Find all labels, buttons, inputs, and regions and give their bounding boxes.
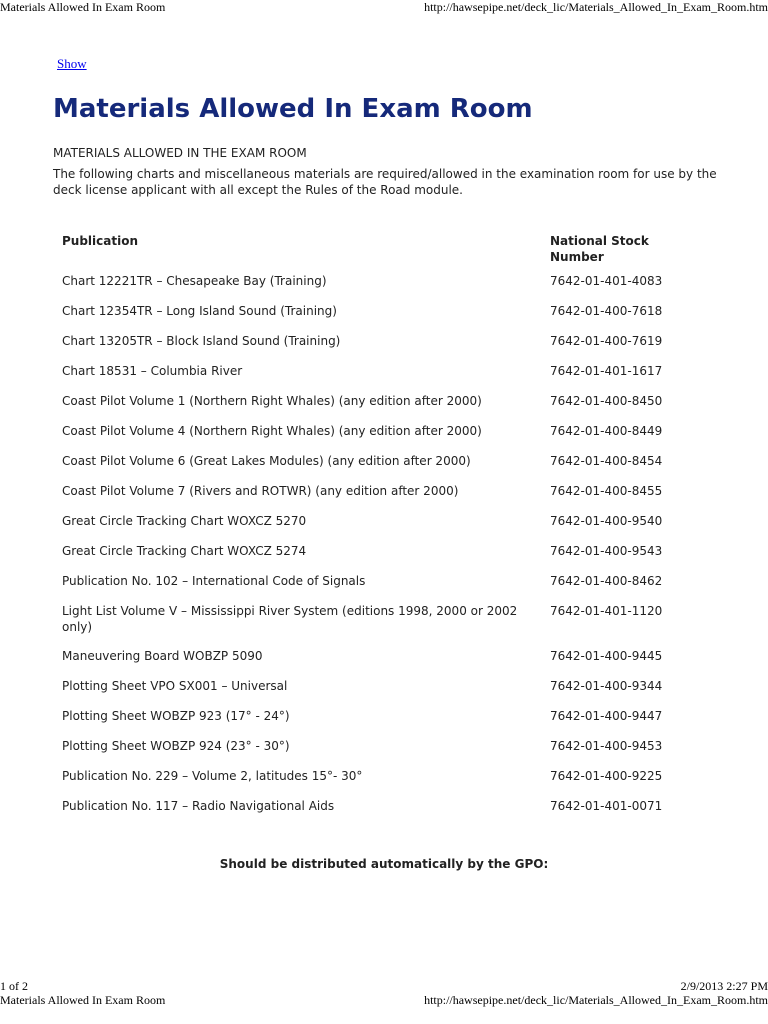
nsn-cell: 7642-01-400-9543 [550,544,663,558]
print-header-title: Materials Allowed In Exam Room [0,993,166,1007]
nsn-cell: 7642-01-400-9225 [550,769,663,783]
table-row [53,768,753,798]
nsn-cell: 7642-01-400-9540 [550,514,663,528]
table-row [53,678,753,708]
publication-cell: Publication No. 117 – Radio Navigational Aids [62,799,335,813]
publication-cell: Plotting Sheet VPO SX001 – Universal [62,679,288,693]
publication-cell: Publication No. 229 – Volume 2, latitudes 15°- 30° [62,769,363,783]
publication-cell: Chart 12221TR – Chesapeake Bay (Training) [62,274,327,288]
table-row [53,738,753,768]
publication-cell: Plotting Sheet WOBZP 923 (17° - 24°) [62,709,290,723]
table-row [53,543,753,573]
publication-cell: Great Circle Tracking Chart WOXCZ 5274 [62,544,307,558]
publication-cell: Coast Pilot Volume 4 (Northern Right Whales) (any edition after 2000) [62,424,482,438]
table-row [53,423,753,453]
print-datetime: 2/9/2013 2:27 PM [680,979,768,993]
table-row [53,453,753,483]
intro-paragraph: The following charts and miscellaneous materials are required/allowed in the examination room for use by the deck license applicant with all except the Rules of the Road module. [53,167,717,197]
materials-table [53,226,753,828]
table-row [53,648,753,678]
publication-cell: Publication No. 102 – International Code of Signals [62,574,366,588]
nsn-cell: 7642-01-400-7619 [550,334,663,348]
nsn-cell: 7642-01-400-9453 [550,739,663,753]
publication-cell: Coast Pilot Volume 1 (Northern Right Whales) (any edition after 2000) [62,394,482,408]
publication-cell: Great Circle Tracking Chart WOXCZ 5270 [62,514,307,528]
print-header-url: http://hawsepipe.net/deck_lic/Materials_Allowed_In_Exam_Room.htm [424,993,768,1007]
table-row [53,363,753,393]
publication-cell: Maneuvering Board WOBZP 5090 [62,649,263,663]
table-row [53,333,753,363]
publication-cell: Chart 18531 – Columbia River [62,364,243,378]
table-row [53,708,753,738]
table-row [53,573,753,603]
table-row [53,393,753,423]
publication-cell: Light List Volume V – Mississippi River System (editions 1998, 2000 or 2002 only) [62,604,518,634]
nsn-cell: 7642-01-401-0071 [550,799,663,813]
nsn-cell: 7642-01-400-7618 [550,304,663,318]
column-header-publication: Publication [62,234,139,248]
nsn-cell: 7642-01-400-8455 [550,484,663,498]
nsn-cell: 7642-01-400-8449 [550,424,663,438]
table-row [53,273,753,303]
print-page-number: 1 of 2 [0,979,28,993]
nsn-cell: 7642-01-401-1120 [550,604,663,618]
nsn-cell: 7642-01-401-1617 [550,364,663,378]
table-header-row [53,226,753,273]
table-row [53,513,753,543]
gpo-distribution-note: Should be distributed automatically by the GPO: [219,857,549,871]
nsn-cell: 7642-01-400-8454 [550,454,663,468]
publication-cell: Coast Pilot Volume 6 (Great Lakes Modules) (any edition after 2000) [62,454,471,468]
print-header-url: http://hawsepipe.net/deck_lic/Materials_Allowed_In_Exam_Room.htm [424,0,768,14]
table-row [53,798,753,828]
nsn-cell: 7642-01-400-9447 [550,709,663,723]
nsn-cell: 7642-01-400-9344 [550,679,663,693]
table-row [53,483,753,513]
print-header-title: Materials Allowed In Exam Room [0,0,166,14]
nsn-cell: 7642-01-400-9445 [550,649,663,663]
publication-cell: Chart 12354TR – Long Island Sound (Training) [62,304,337,318]
nsn-cell: 7642-01-400-8462 [550,574,663,588]
publication-cell: Coast Pilot Volume 7 (Rivers and ROTWR) (any edition after 2000) [62,484,459,498]
show-link[interactable]: Show [57,56,87,71]
table-row [53,303,753,333]
publication-cell: Chart 13205TR – Block Island Sound (Training) [62,334,341,348]
nsn-cell: 7642-01-400-8450 [550,394,663,408]
nsn-cell: 7642-01-401-4083 [550,274,663,288]
page-subtitle: MATERIALS ALLOWED IN THE EXAM ROOM [53,146,307,160]
column-header-nsn: National Stock Number [550,234,649,264]
publication-cell: Plotting Sheet WOBZP 924 (23° - 30°) [62,739,290,753]
page-title: Materials Allowed In Exam Room [53,94,533,124]
table-row [53,603,753,648]
